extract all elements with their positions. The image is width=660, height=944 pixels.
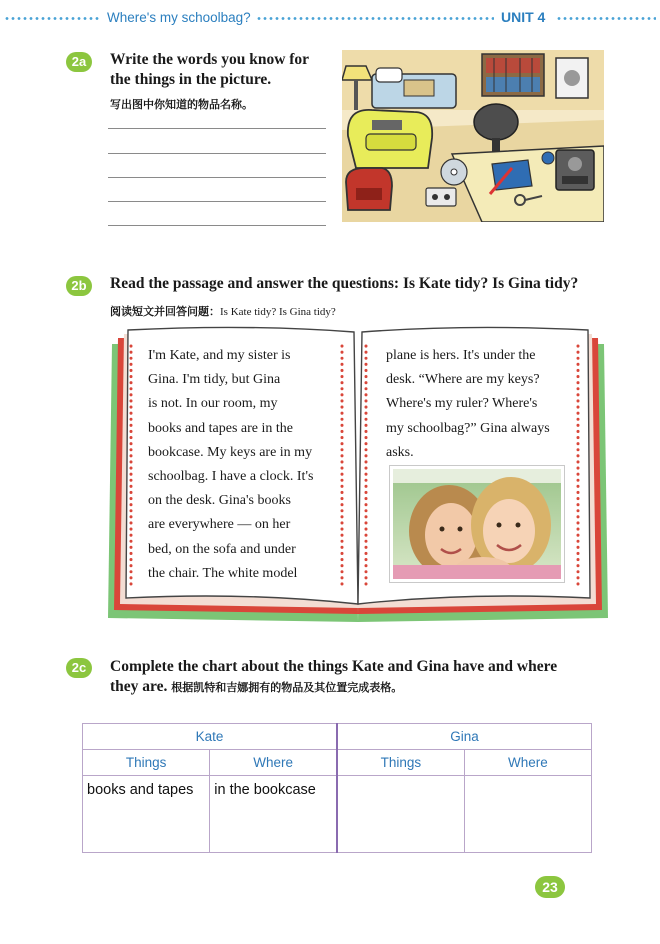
answer-line[interactable] <box>108 128 326 129</box>
header-dots-middle <box>256 17 494 20</box>
bedroom-illustration <box>342 50 604 222</box>
instruction-2b: Read the passage and answer the questions: Is Kate tidy? Is Gina tidy? <box>110 275 579 292</box>
instruction-2a-cn: 写出图中你知道的物品名称。 <box>110 99 253 111</box>
header-dots-right <box>556 17 656 20</box>
chart-group-kate: Kate <box>83 724 338 750</box>
answer-line[interactable] <box>108 177 326 178</box>
passage-line: are everywhere — on her <box>148 517 291 533</box>
instruction-2c <box>110 657 557 698</box>
chart-header-things: Things <box>83 750 210 776</box>
chart-cell-kate-things[interactable]: books and tapes <box>83 776 210 853</box>
chart-group-gina: Gina <box>337 724 592 750</box>
passage-line: my schoolbag?” Gina always <box>386 420 550 436</box>
chart-cell-kate-where[interactable]: in the bookcase <box>210 776 337 853</box>
instruction-2a-line2: the things in the picture. <box>110 71 272 88</box>
instruction-2a-line1: Write the words you know for <box>110 51 310 68</box>
instruction-2c-line2: they are. <box>110 678 168 695</box>
chart-header-where: Where <box>210 750 337 776</box>
passage-line: on the desk. Gina's books <box>148 493 291 509</box>
instruction-2c-line1: Complete the chart about the things Kate and Gina have and where <box>110 658 558 675</box>
kate-gina-chart <box>82 723 592 853</box>
passage-right-column <box>386 344 550 465</box>
instruction-2b-cn-suffix: Is Kate tidy? Is Gina tidy? <box>220 306 336 318</box>
answer-line[interactable] <box>108 201 326 202</box>
badge-2c: 2c <box>66 658 92 678</box>
header-dots-left <box>4 17 100 20</box>
chart-cell-gina-where[interactable] <box>464 776 591 853</box>
instruction-2b-cn <box>110 303 336 319</box>
chart-header-where: Where <box>464 750 591 776</box>
passage-line: the chair. The white model <box>148 565 298 581</box>
passage-line: is not. In our room, my <box>148 396 278 412</box>
passage-line: schoolbag. I have a clock. It's <box>148 469 314 485</box>
passage-line: Gina. I'm tidy, but Gina <box>148 372 281 388</box>
passage-line: bookcase. My keys are in my <box>148 444 313 460</box>
chart-header-things: Things <box>337 750 464 776</box>
passage-line: plane is hers. It's under the <box>386 348 536 363</box>
answer-line[interactable] <box>108 225 326 226</box>
header-title: Where's my schoolbag? <box>107 10 251 25</box>
passage-line: Where's my ruler? Where's <box>386 396 538 412</box>
passage-line: desk. “Where are my keys? <box>386 372 540 388</box>
badge-2a: 2a <box>66 52 92 72</box>
chart-cell-gina-things[interactable] <box>337 776 464 853</box>
page-number: 23 <box>535 876 565 898</box>
passage-left-column <box>148 344 313 586</box>
header-unit: UNIT 4 <box>501 9 546 25</box>
instruction-2b-cn-prefix: 阅读短文并回答问题： <box>110 306 220 318</box>
instruction-2a <box>110 50 309 90</box>
passage-line: books and tapes are in the <box>148 420 294 436</box>
answer-line[interactable] <box>108 153 326 154</box>
girls-photo <box>390 466 564 582</box>
badge-2b: 2b <box>66 276 92 296</box>
page-header <box>0 8 660 28</box>
instruction-2c-cn: 根据凯特和吉娜拥有的物品及其位置完成表格。 <box>171 682 403 694</box>
passage-line: asks. <box>386 444 414 460</box>
passage-line: I'm Kate, and my sister is <box>148 348 291 363</box>
passage-line: bed, on the sofa and under <box>148 541 296 557</box>
table-row <box>83 776 592 853</box>
